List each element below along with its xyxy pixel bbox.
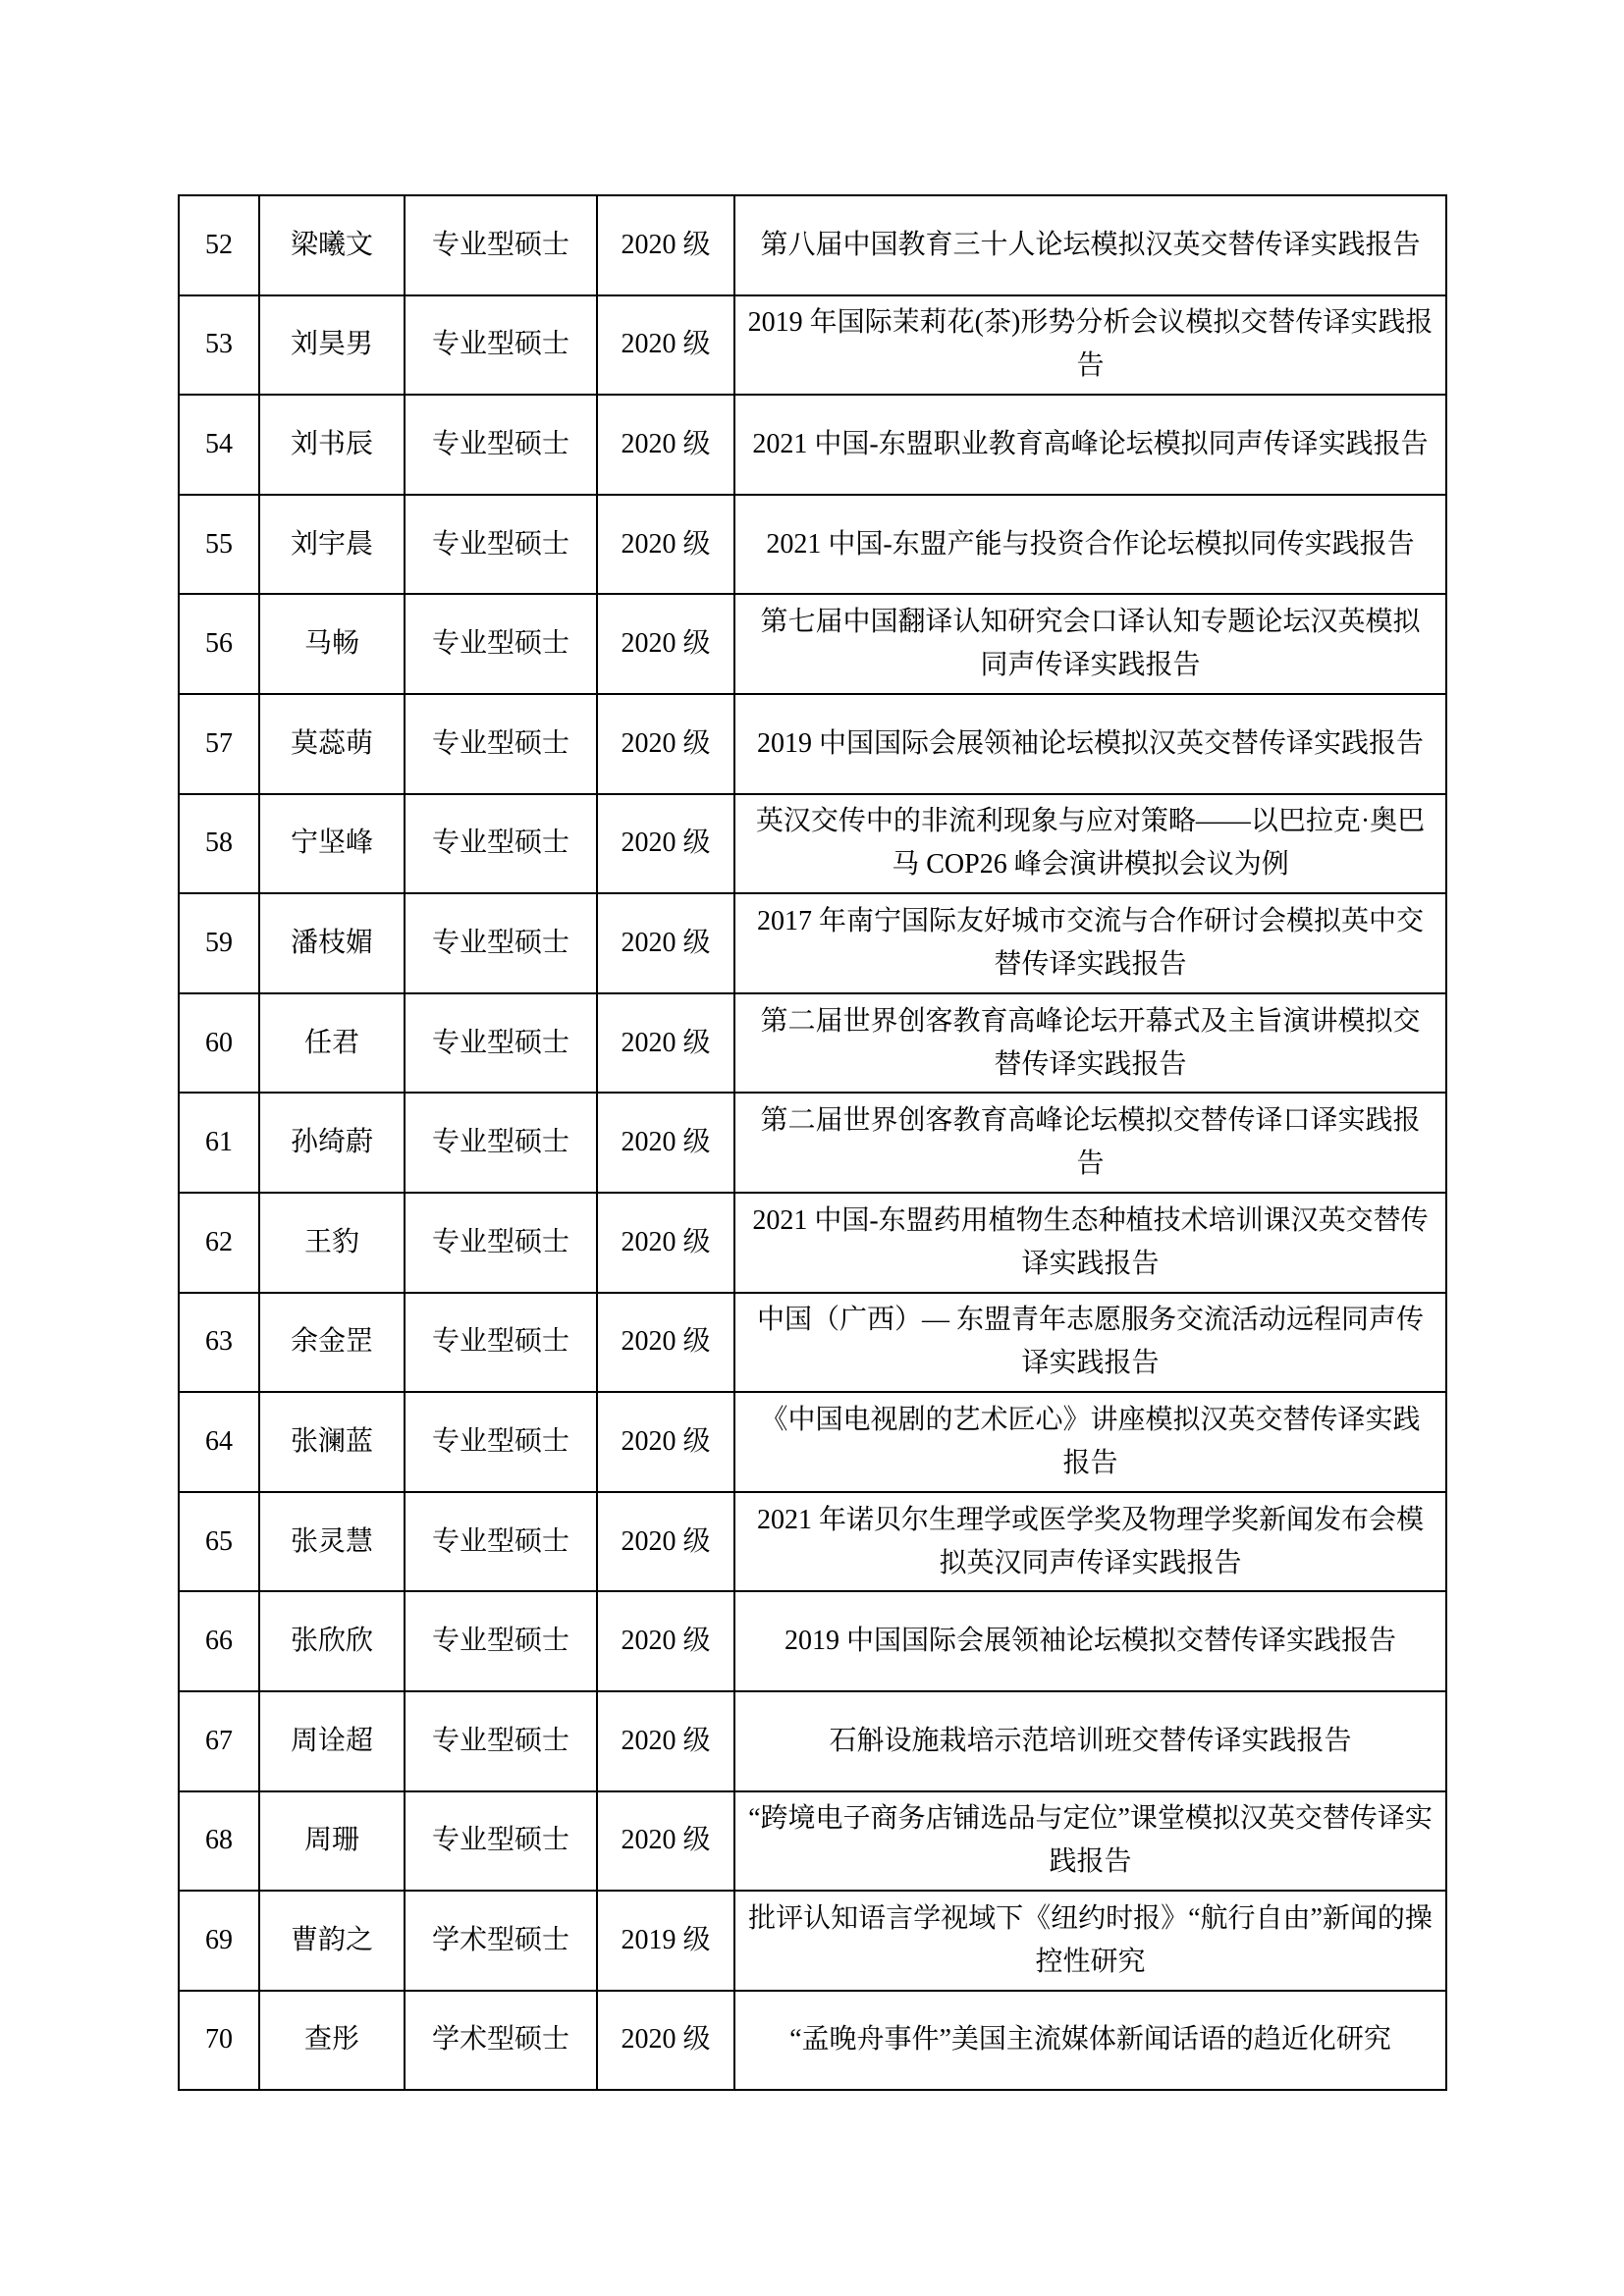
grade-cell: 2020 级 bbox=[597, 1991, 734, 2091]
degree-type-cell: 专业型硕士 bbox=[405, 1791, 597, 1892]
degree-type-cell: 学术型硕士 bbox=[405, 1991, 597, 2091]
row-number-cell: 52 bbox=[179, 195, 259, 295]
grade-cell: 2020 级 bbox=[597, 1492, 734, 1592]
grade-cell: 2020 级 bbox=[597, 395, 734, 495]
table-row bbox=[179, 893, 1446, 993]
row-number-cell: 56 bbox=[179, 594, 259, 694]
name-cell: 莫蕊萌 bbox=[259, 694, 405, 794]
name-cell: 潘枝媚 bbox=[259, 893, 405, 993]
table-row bbox=[179, 295, 1446, 396]
row-number-cell: 53 bbox=[179, 295, 259, 396]
degree-type-cell: 专业型硕士 bbox=[405, 993, 597, 1094]
grade-cell: 2020 级 bbox=[597, 1791, 734, 1892]
grade-cell: 2020 级 bbox=[597, 495, 734, 595]
name-cell: 曹韵之 bbox=[259, 1891, 405, 1991]
title-cell: 第二届世界创客教育高峰论坛模拟交替传译口译实践报告 bbox=[734, 1093, 1446, 1193]
table-row bbox=[179, 195, 1446, 295]
degree-type-cell: 专业型硕士 bbox=[405, 395, 597, 495]
degree-type-cell: 专业型硕士 bbox=[405, 295, 597, 396]
degree-type-cell: 学术型硕士 bbox=[405, 1891, 597, 1991]
table-row bbox=[179, 1991, 1446, 2091]
grade-cell: 2020 级 bbox=[597, 1691, 734, 1791]
row-number-cell: 55 bbox=[179, 495, 259, 595]
title-cell: 2019 年国际茉莉花(茶)形势分析会议模拟交替传译实践报告 bbox=[734, 295, 1446, 396]
title-cell: 2019 中国国际会展领袖论坛模拟交替传译实践报告 bbox=[734, 1591, 1446, 1691]
row-number-cell: 64 bbox=[179, 1392, 259, 1492]
title-cell: 2021 中国-东盟职业教育高峰论坛模拟同声传译实践报告 bbox=[734, 395, 1446, 495]
name-cell: 梁曦文 bbox=[259, 195, 405, 295]
name-cell: 余金罡 bbox=[259, 1293, 405, 1393]
title-cell: 第二届世界创客教育高峰论坛开幕式及主旨演讲模拟交替传译实践报告 bbox=[734, 993, 1446, 1094]
table-row bbox=[179, 1392, 1446, 1492]
table-row bbox=[179, 395, 1446, 495]
title-cell: 2021 中国-东盟药用植物生态种植技术培训课汉英交替传译实践报告 bbox=[734, 1193, 1446, 1293]
table-row bbox=[179, 1791, 1446, 1892]
row-number-cell: 65 bbox=[179, 1492, 259, 1592]
grade-cell: 2020 级 bbox=[597, 594, 734, 694]
degree-type-cell: 专业型硕士 bbox=[405, 594, 597, 694]
row-number-cell: 59 bbox=[179, 893, 259, 993]
row-number-cell: 70 bbox=[179, 1991, 259, 2091]
degree-type-cell: 专业型硕士 bbox=[405, 1293, 597, 1393]
table-row bbox=[179, 1492, 1446, 1592]
table-row bbox=[179, 594, 1446, 694]
row-number-cell: 63 bbox=[179, 1293, 259, 1393]
row-number-cell: 62 bbox=[179, 1193, 259, 1293]
degree-type-cell: 专业型硕士 bbox=[405, 1591, 597, 1691]
grade-cell: 2019 级 bbox=[597, 1891, 734, 1991]
name-cell: 王豹 bbox=[259, 1193, 405, 1293]
name-cell: 查彤 bbox=[259, 1991, 405, 2091]
name-cell: 马畅 bbox=[259, 594, 405, 694]
table-row bbox=[179, 1691, 1446, 1791]
degree-type-cell: 专业型硕士 bbox=[405, 495, 597, 595]
name-cell: 张澜蓝 bbox=[259, 1392, 405, 1492]
degree-type-cell: 专业型硕士 bbox=[405, 195, 597, 295]
table-row bbox=[179, 1591, 1446, 1691]
name-cell: 任君 bbox=[259, 993, 405, 1094]
table-row bbox=[179, 1193, 1446, 1293]
title-cell: 2021 年诺贝尔生理学或医学奖及物理学奖新闻发布会模拟英汉同声传译实践报告 bbox=[734, 1492, 1446, 1592]
title-cell: 批评认知语言学视域下《纽约时报》“航行自由”新闻的操控性研究 bbox=[734, 1891, 1446, 1991]
grade-cell: 2020 级 bbox=[597, 893, 734, 993]
row-number-cell: 61 bbox=[179, 1093, 259, 1193]
grade-cell: 2020 级 bbox=[597, 794, 734, 894]
degree-type-cell: 专业型硕士 bbox=[405, 1093, 597, 1193]
table-row bbox=[179, 694, 1446, 794]
row-number-cell: 57 bbox=[179, 694, 259, 794]
grade-cell: 2020 级 bbox=[597, 1591, 734, 1691]
grade-cell: 2020 级 bbox=[597, 195, 734, 295]
name-cell: 张欣欣 bbox=[259, 1591, 405, 1691]
table-row bbox=[179, 794, 1446, 894]
degree-type-cell: 专业型硕士 bbox=[405, 1492, 597, 1592]
degree-type-cell: 专业型硕士 bbox=[405, 1691, 597, 1791]
title-cell: “孟晚舟事件”美国主流媒体新闻话语的趋近化研究 bbox=[734, 1991, 1446, 2091]
grade-cell: 2020 级 bbox=[597, 295, 734, 396]
name-cell: 孙绮蔚 bbox=[259, 1093, 405, 1193]
thesis-table-body bbox=[179, 195, 1446, 2090]
grade-cell: 2020 级 bbox=[597, 1093, 734, 1193]
title-cell: 2021 中国-东盟产能与投资合作论坛模拟同传实践报告 bbox=[734, 495, 1446, 595]
grade-cell: 2020 级 bbox=[597, 1392, 734, 1492]
title-cell: 中国（广西）— 东盟青年志愿服务交流活动远程同声传译实践报告 bbox=[734, 1293, 1446, 1393]
row-number-cell: 67 bbox=[179, 1691, 259, 1791]
title-cell: 2017 年南宁国际友好城市交流与合作研讨会模拟英中交替传译实践报告 bbox=[734, 893, 1446, 993]
row-number-cell: 66 bbox=[179, 1591, 259, 1691]
row-number-cell: 68 bbox=[179, 1791, 259, 1892]
grade-cell: 2020 级 bbox=[597, 694, 734, 794]
name-cell: 周珊 bbox=[259, 1791, 405, 1892]
grade-cell: 2020 级 bbox=[597, 993, 734, 1094]
table-row bbox=[179, 1093, 1446, 1193]
table-row bbox=[179, 993, 1446, 1094]
grade-cell: 2020 级 bbox=[597, 1293, 734, 1393]
degree-type-cell: 专业型硕士 bbox=[405, 1392, 597, 1492]
thesis-table bbox=[178, 194, 1447, 2091]
degree-type-cell: 专业型硕士 bbox=[405, 1193, 597, 1293]
table-row bbox=[179, 1891, 1446, 1991]
grade-cell: 2020 级 bbox=[597, 1193, 734, 1293]
table-row bbox=[179, 495, 1446, 595]
row-number-cell: 58 bbox=[179, 794, 259, 894]
name-cell: 刘书辰 bbox=[259, 395, 405, 495]
name-cell: 宁坚峰 bbox=[259, 794, 405, 894]
title-cell: 第七届中国翻译认知研究会口译认知专题论坛汉英模拟同声传译实践报告 bbox=[734, 594, 1446, 694]
title-cell: “跨境电子商务店铺选品与定位”课堂模拟汉英交替传译实践报告 bbox=[734, 1791, 1446, 1892]
row-number-cell: 54 bbox=[179, 395, 259, 495]
name-cell: 刘宇晨 bbox=[259, 495, 405, 595]
name-cell: 张灵慧 bbox=[259, 1492, 405, 1592]
name-cell: 周诠超 bbox=[259, 1691, 405, 1791]
title-cell: 石斛设施栽培示范培训班交替传译实践报告 bbox=[734, 1691, 1446, 1791]
degree-type-cell: 专业型硕士 bbox=[405, 694, 597, 794]
title-cell: 英汉交传中的非流利现象与应对策略——以巴拉克·奥巴马 COP26 峰会演讲模拟会议为例 bbox=[734, 794, 1446, 894]
title-cell: 《中国电视剧的艺术匠心》讲座模拟汉英交替传译实践报告 bbox=[734, 1392, 1446, 1492]
name-cell: 刘昊男 bbox=[259, 295, 405, 396]
table-row bbox=[179, 1293, 1446, 1393]
degree-type-cell: 专业型硕士 bbox=[405, 893, 597, 993]
row-number-cell: 60 bbox=[179, 993, 259, 1094]
row-number-cell: 69 bbox=[179, 1891, 259, 1991]
title-cell: 第八届中国教育三十人论坛模拟汉英交替传译实践报告 bbox=[734, 195, 1446, 295]
degree-type-cell: 专业型硕士 bbox=[405, 794, 597, 894]
title-cell: 2019 中国国际会展领袖论坛模拟汉英交替传译实践报告 bbox=[734, 694, 1446, 794]
